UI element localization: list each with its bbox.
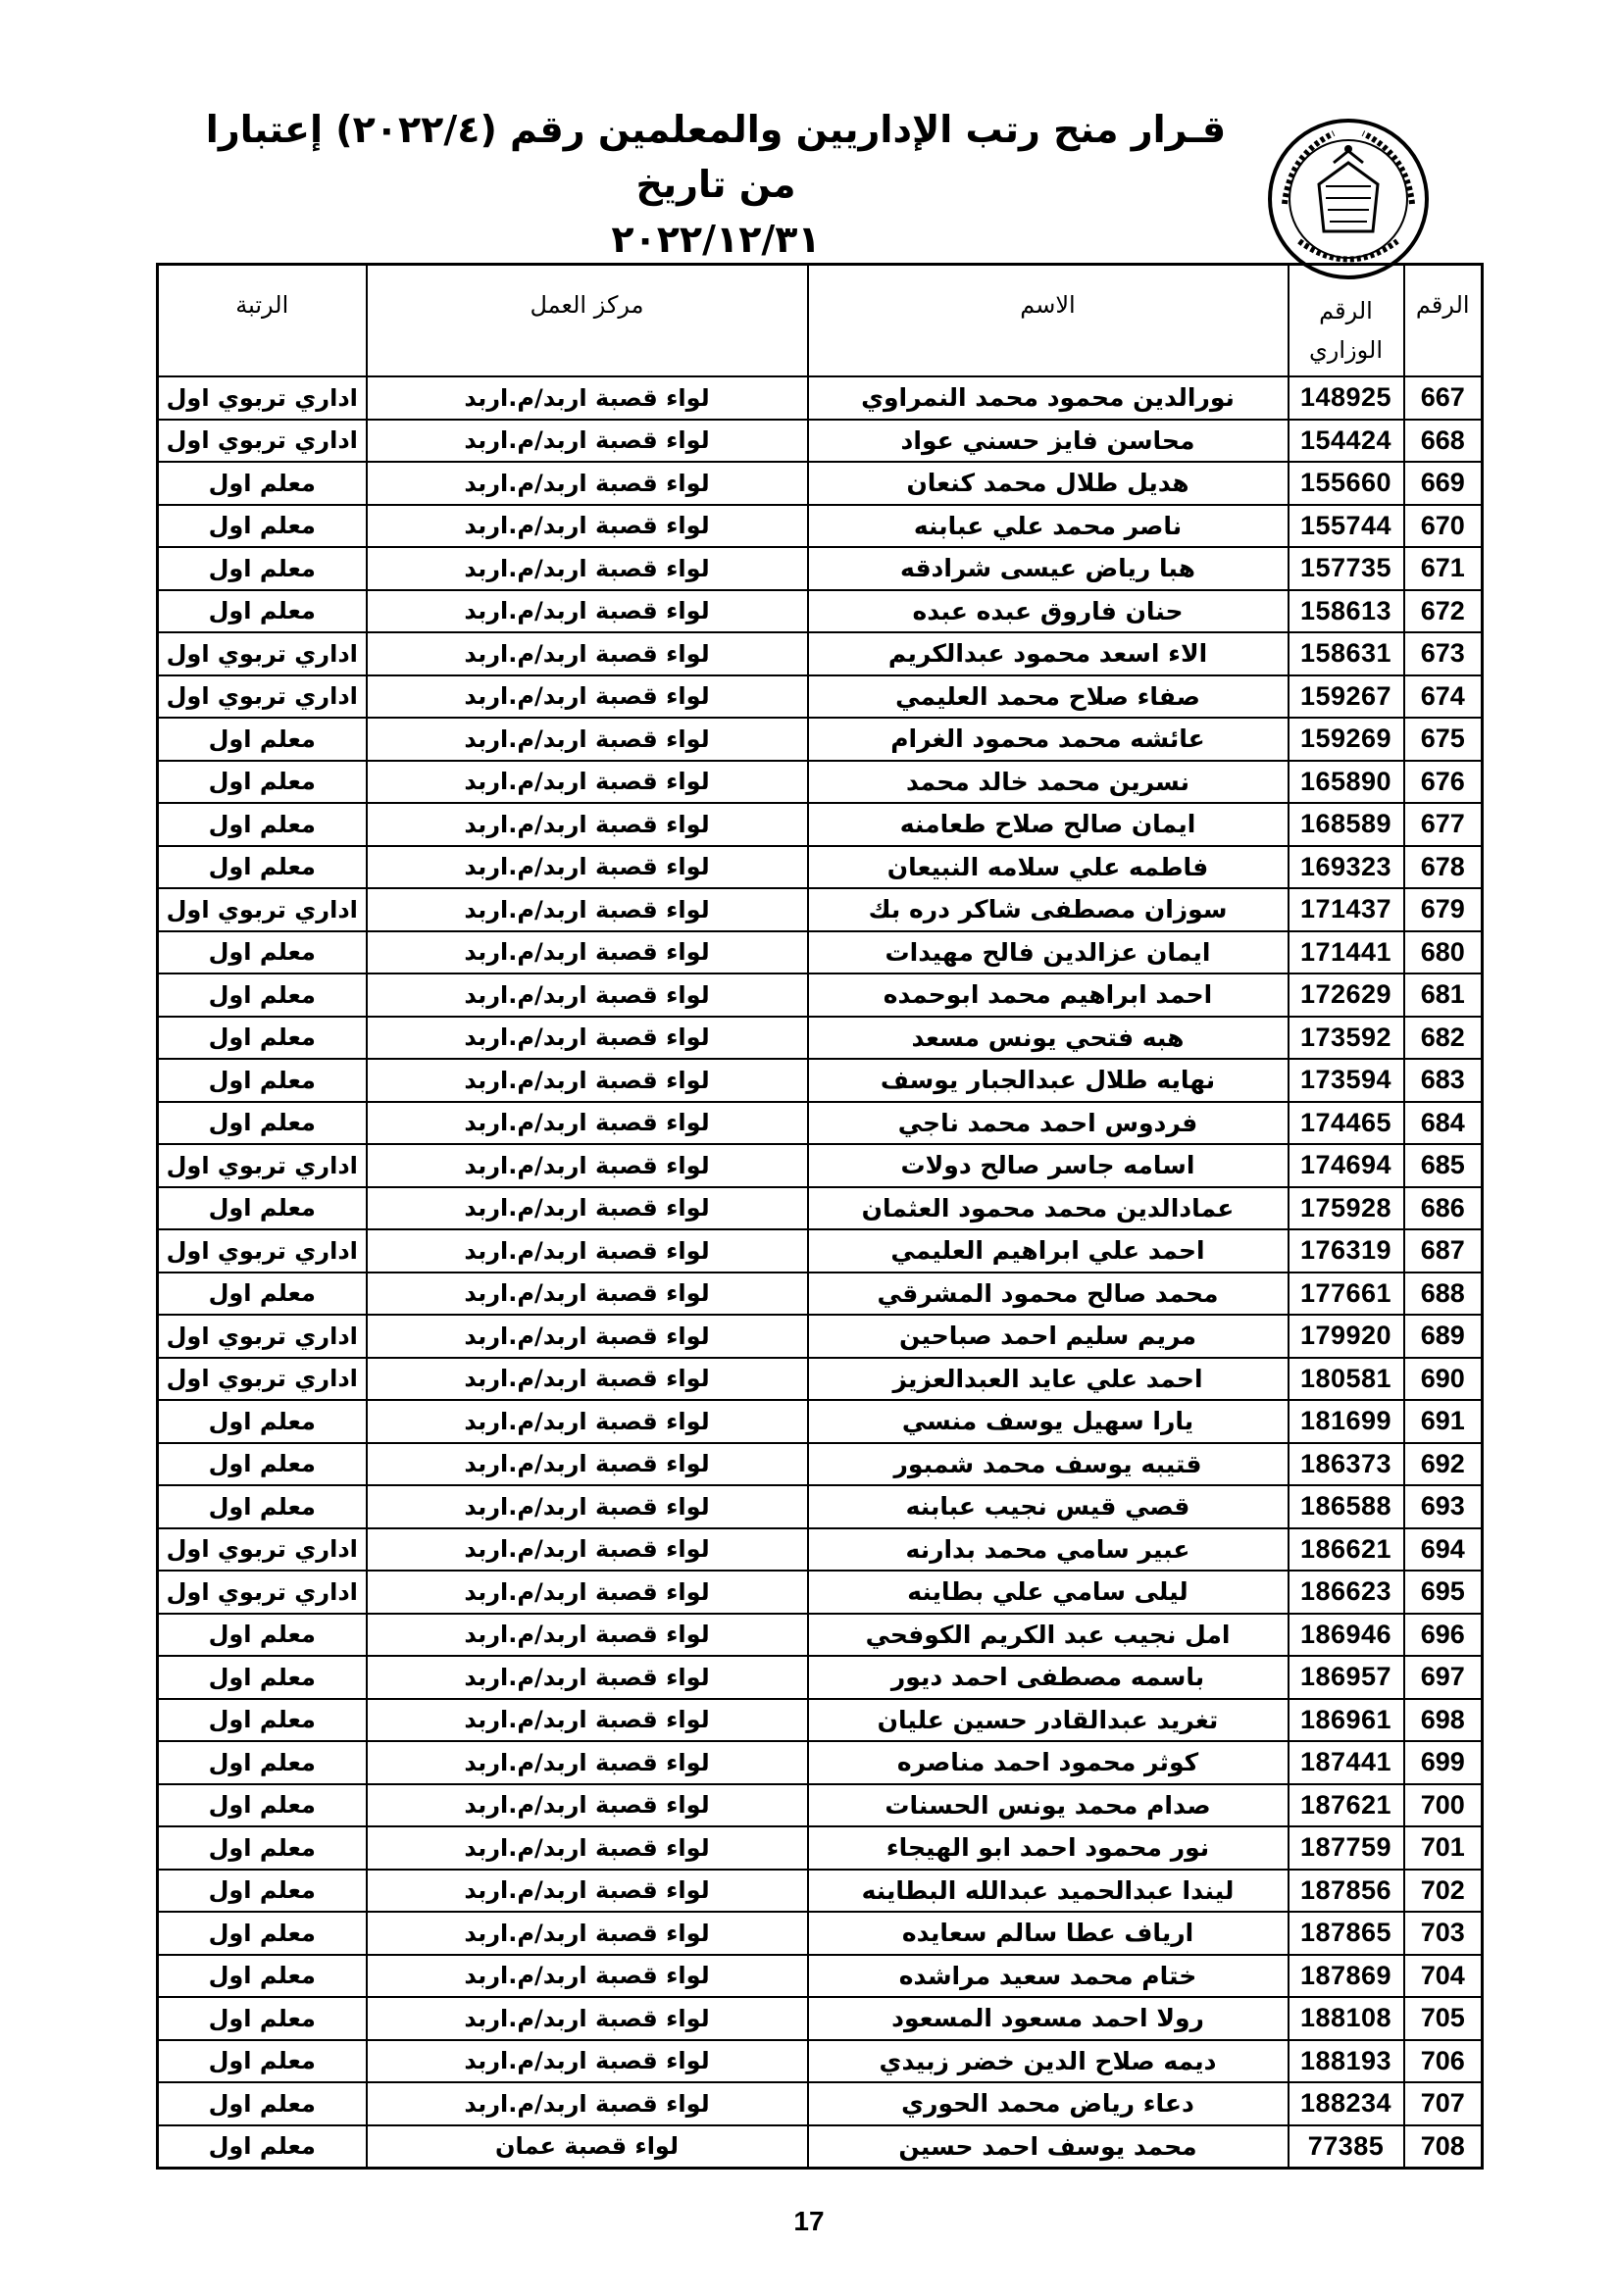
row-number-cell: 705 bbox=[1404, 1997, 1483, 2040]
rank-cell: معلم اول bbox=[158, 718, 367, 761]
table-row bbox=[158, 1741, 1483, 1784]
ministry-number-cell: 77385 bbox=[1289, 2125, 1404, 2169]
name-cell: سوزان مصطفى شاكر دره بك bbox=[808, 888, 1289, 931]
name-cell: ناصر محمد علي عبابنه bbox=[808, 505, 1289, 548]
row-number-cell: 690 bbox=[1404, 1358, 1483, 1401]
rank-cell: اداري تربوي اول bbox=[158, 632, 367, 675]
ministry-number-cell: 187621 bbox=[1289, 1784, 1404, 1827]
work-center-cell: لواء قصبة اربد/م.اربد bbox=[367, 632, 808, 675]
table-row bbox=[158, 973, 1483, 1017]
rank-cell: اداري تربوي اول bbox=[158, 1229, 367, 1273]
rank-cell: معلم اول bbox=[158, 1102, 367, 1145]
row-number-cell: 708 bbox=[1404, 2125, 1483, 2169]
rank-cell: اداري تربوي اول bbox=[158, 888, 367, 931]
table-row bbox=[158, 888, 1483, 931]
name-cell: ديمه صلاح الدين خضر زبيدي bbox=[808, 2040, 1289, 2083]
row-number-cell: 702 bbox=[1404, 1870, 1483, 1913]
ministry-number-cell: 171437 bbox=[1289, 888, 1404, 931]
name-cell: دعاء رياض محمد الحوري bbox=[808, 2082, 1289, 2125]
table-row bbox=[158, 803, 1483, 846]
table-row bbox=[158, 1784, 1483, 1827]
table-row bbox=[158, 1699, 1483, 1742]
work-center-cell: لواء قصبة اربد/م.اربد bbox=[367, 1144, 808, 1187]
table-row bbox=[158, 376, 1483, 420]
rank-cell: معلم اول bbox=[158, 1614, 367, 1657]
row-number-cell: 672 bbox=[1404, 590, 1483, 633]
rank-cell: معلم اول bbox=[158, 505, 367, 548]
table-row bbox=[158, 718, 1483, 761]
rank-cell: اداري تربوي اول bbox=[158, 1144, 367, 1187]
rank-cell: معلم اول bbox=[158, 1741, 367, 1784]
row-number-cell: 701 bbox=[1404, 1826, 1483, 1870]
work-center-cell: لواء قصبة اربد/م.اربد bbox=[367, 547, 808, 590]
row-number-cell: 669 bbox=[1404, 462, 1483, 505]
rank-cell: معلم اول bbox=[158, 1699, 367, 1742]
document-title bbox=[177, 102, 1255, 267]
ministry-number-cell: 148925 bbox=[1289, 376, 1404, 420]
row-number-cell: 692 bbox=[1404, 1443, 1483, 1486]
ministry-number-cell: 186588 bbox=[1289, 1485, 1404, 1528]
ministry-number-cell: 187856 bbox=[1289, 1870, 1404, 1913]
work-center-cell: لواء قصبة عمان bbox=[367, 2125, 808, 2169]
row-number-cell: 678 bbox=[1404, 846, 1483, 889]
work-center-cell: لواء قصبة اربد/م.اربد bbox=[367, 1784, 808, 1827]
row-number-cell: 698 bbox=[1404, 1699, 1483, 1742]
rank-cell: معلم اول bbox=[158, 462, 367, 505]
work-center-cell: لواء قصبة اربد/م.اربد bbox=[367, 1741, 808, 1784]
table-row bbox=[158, 931, 1483, 974]
work-center-cell: لواء قصبة اربد/م.اربد bbox=[367, 1571, 808, 1614]
table-row bbox=[158, 1273, 1483, 1316]
row-number-cell: 687 bbox=[1404, 1229, 1483, 1273]
table-row bbox=[158, 1528, 1483, 1572]
row-number-cell: 682 bbox=[1404, 1017, 1483, 1060]
row-number-cell: 683 bbox=[1404, 1059, 1483, 1102]
work-center-cell: لواء قصبة اربد/م.اربد bbox=[367, 1102, 808, 1145]
name-cell: امل نجيب عبد الكريم الكوفحي bbox=[808, 1614, 1289, 1657]
ministry-number-cell: 180581 bbox=[1289, 1358, 1404, 1401]
table-row bbox=[158, 1400, 1483, 1443]
ministry-number-cell: 158613 bbox=[1289, 590, 1404, 633]
name-cell: ليندا عبدالحميد عبدالله البطاينه bbox=[808, 1870, 1289, 1913]
ministry-number-cell: 173592 bbox=[1289, 1017, 1404, 1060]
name-cell: محمد يوسف احمد حسين bbox=[808, 2125, 1289, 2169]
name-cell: كوثر محمود احمد مناصره bbox=[808, 1741, 1289, 1784]
work-center-cell: لواء قصبة اربد/م.اربد bbox=[367, 888, 808, 931]
work-center-cell: لواء قصبة اربد/م.اربد bbox=[367, 1059, 808, 1102]
rank-cell: معلم اول bbox=[158, 973, 367, 1017]
table-row bbox=[158, 675, 1483, 719]
header-work-center: مركز العمل bbox=[367, 265, 808, 377]
table-row bbox=[158, 1485, 1483, 1528]
work-center-cell: لواء قصبة اربد/م.اربد bbox=[367, 1315, 808, 1358]
name-cell: قتيبه يوسف محمد شمبور bbox=[808, 1443, 1289, 1486]
rank-cell: اداري تربوي اول bbox=[158, 1528, 367, 1572]
rank-cell: اداري تربوي اول bbox=[158, 675, 367, 719]
rank-cell: معلم اول bbox=[158, 1784, 367, 1827]
rank-cell: معلم اول bbox=[158, 931, 367, 974]
ministry-number-cell: 174694 bbox=[1289, 1144, 1404, 1187]
rank-cell: معلم اول bbox=[158, 547, 367, 590]
table-row bbox=[158, 2040, 1483, 2083]
row-number-cell: 697 bbox=[1404, 1656, 1483, 1699]
name-cell: صفاء صلاح محمد العليمي bbox=[808, 675, 1289, 719]
ministry-number-cell: 157735 bbox=[1289, 547, 1404, 590]
name-cell: صدام محمد يونس الحسنات bbox=[808, 1784, 1289, 1827]
table-row bbox=[158, 462, 1483, 505]
name-cell: يارا سهيل يوسف منسي bbox=[808, 1400, 1289, 1443]
rank-cell: اداري تربوي اول bbox=[158, 1358, 367, 1401]
ministry-number-cell: 173594 bbox=[1289, 1059, 1404, 1102]
table-row bbox=[158, 1614, 1483, 1657]
table-row bbox=[158, 1144, 1483, 1187]
ministry-number-cell: 181699 bbox=[1289, 1400, 1404, 1443]
name-cell: هبه فتحي يونس مسعد bbox=[808, 1017, 1289, 1060]
ministry-number-cell: 158631 bbox=[1289, 632, 1404, 675]
ministry-number-cell: 186946 bbox=[1289, 1614, 1404, 1657]
name-cell: نورالدين محمود محمد النمراوي bbox=[808, 376, 1289, 420]
rank-cell: معلم اول bbox=[158, 1997, 367, 2040]
table-row bbox=[158, 846, 1483, 889]
rank-cell: اداري تربوي اول bbox=[158, 1315, 367, 1358]
work-center-cell: لواء قصبة اربد/م.اربد bbox=[367, 2082, 808, 2125]
row-number-cell: 670 bbox=[1404, 505, 1483, 548]
row-number-cell: 677 bbox=[1404, 803, 1483, 846]
row-number-cell: 706 bbox=[1404, 2040, 1483, 2083]
name-cell: احمد علي عايد العبدالعزيز bbox=[808, 1358, 1289, 1401]
table-row bbox=[158, 1571, 1483, 1614]
ranks-table-container bbox=[156, 263, 1481, 2170]
header-ministry-num bbox=[1289, 265, 1404, 377]
name-cell: محمد صالح محمود المشرقي bbox=[808, 1273, 1289, 1316]
table-row bbox=[158, 1102, 1483, 1145]
ministry-number-cell: 155744 bbox=[1289, 505, 1404, 548]
rank-cell: معلم اول bbox=[158, 1187, 367, 1230]
rank-cell: معلم اول bbox=[158, 2040, 367, 2083]
rank-cell: معلم اول bbox=[158, 1017, 367, 1060]
header-rank: الرتبة bbox=[158, 265, 367, 377]
rank-cell: معلم اول bbox=[158, 1443, 367, 1486]
table-row bbox=[158, 761, 1483, 804]
ranks-table bbox=[156, 263, 1484, 2170]
ministry-number-cell: 187759 bbox=[1289, 1826, 1404, 1870]
rank-cell: اداري تربوي اول bbox=[158, 420, 367, 463]
name-cell: عمادالدين محمد محمود العثمان bbox=[808, 1187, 1289, 1230]
work-center-cell: لواء قصبة اربد/م.اربد bbox=[367, 505, 808, 548]
work-center-cell: لواء قصبة اربد/م.اربد bbox=[367, 1656, 808, 1699]
ministry-number-cell: 187869 bbox=[1289, 1955, 1404, 1998]
table-row bbox=[158, 1955, 1483, 1998]
seal-emblem-icon bbox=[1265, 116, 1432, 282]
name-cell: محاسن فايز حسني عواد bbox=[808, 420, 1289, 463]
rank-cell: معلم اول bbox=[158, 1912, 367, 1955]
row-number-cell: 699 bbox=[1404, 1741, 1483, 1784]
row-number-cell: 703 bbox=[1404, 1912, 1483, 1955]
row-number-cell: 684 bbox=[1404, 1102, 1483, 1145]
table-row bbox=[158, 1826, 1483, 1870]
rank-cell: اداري تربوي اول bbox=[158, 1571, 367, 1614]
rank-cell: معلم اول bbox=[158, 1273, 367, 1316]
work-center-cell: لواء قصبة اربد/م.اربد bbox=[367, 1997, 808, 2040]
name-cell: نهايه طلال عبدالجبار يوسف bbox=[808, 1059, 1289, 1102]
row-number-cell: 700 bbox=[1404, 1784, 1483, 1827]
ministry-number-cell: 168589 bbox=[1289, 803, 1404, 846]
rank-cell: معلم اول bbox=[158, 803, 367, 846]
work-center-cell: لواء قصبة اربد/م.اربد bbox=[367, 1443, 808, 1486]
rank-cell: معلم اول bbox=[158, 846, 367, 889]
work-center-cell: لواء قصبة اربد/م.اربد bbox=[367, 1017, 808, 1060]
ministry-number-cell: 159269 bbox=[1289, 718, 1404, 761]
row-number-cell: 680 bbox=[1404, 931, 1483, 974]
title-line-2: ٢٠٢٢/١٢/٣١ bbox=[611, 218, 821, 261]
ministry-number-cell: 169323 bbox=[1289, 846, 1404, 889]
row-number-cell: 679 bbox=[1404, 888, 1483, 931]
ministry-number-cell: 188234 bbox=[1289, 2082, 1404, 2125]
header-num: الرقم bbox=[1404, 265, 1483, 377]
work-center-cell: لواء قصبة اربد/م.اربد bbox=[367, 1955, 808, 1998]
rank-cell: اداري تربوي اول bbox=[158, 376, 367, 420]
ministry-number-cell: 159267 bbox=[1289, 675, 1404, 719]
row-number-cell: 689 bbox=[1404, 1315, 1483, 1358]
ministry-number-cell: 175928 bbox=[1289, 1187, 1404, 1230]
name-cell: نسرين محمد خالد محمد bbox=[808, 761, 1289, 804]
row-number-cell: 681 bbox=[1404, 973, 1483, 1017]
ministry-number-cell: 186621 bbox=[1289, 1528, 1404, 1572]
row-number-cell: 674 bbox=[1404, 675, 1483, 719]
work-center-cell: لواء قصبة اربد/م.اربد bbox=[367, 1400, 808, 1443]
name-cell: باسمه مصطفى احمد ديور bbox=[808, 1656, 1289, 1699]
ministry-number-cell: 154424 bbox=[1289, 420, 1404, 463]
work-center-cell: لواء قصبة اربد/م.اربد bbox=[367, 1912, 808, 1955]
table-row bbox=[158, 505, 1483, 548]
name-cell: ايمان عزالدين فالح مهيدات bbox=[808, 931, 1289, 974]
row-number-cell: 707 bbox=[1404, 2082, 1483, 2125]
row-number-cell: 694 bbox=[1404, 1528, 1483, 1572]
ministry-number-cell: 186373 bbox=[1289, 1443, 1404, 1486]
ministry-number-cell: 187441 bbox=[1289, 1741, 1404, 1784]
work-center-cell: لواء قصبة اربد/م.اربد bbox=[367, 1229, 808, 1273]
ministry-number-cell: 174465 bbox=[1289, 1102, 1404, 1145]
table-header-row bbox=[158, 265, 1483, 377]
row-number-cell: 704 bbox=[1404, 1955, 1483, 1998]
name-cell: حنان فاروق عبده عبده bbox=[808, 590, 1289, 633]
rank-cell: معلم اول bbox=[158, 2082, 367, 2125]
work-center-cell: لواء قصبة اربد/م.اربد bbox=[367, 420, 808, 463]
rank-cell: معلم اول bbox=[158, 1826, 367, 1870]
rank-cell: معلم اول bbox=[158, 590, 367, 633]
name-cell: الاء اسعد محمود عبدالكريم bbox=[808, 632, 1289, 675]
ministry-number-cell: 187865 bbox=[1289, 1912, 1404, 1955]
name-cell: عبير سامي محمد بدارنه bbox=[808, 1528, 1289, 1572]
row-number-cell: 693 bbox=[1404, 1485, 1483, 1528]
work-center-cell: لواء قصبة اربد/م.اربد bbox=[367, 376, 808, 420]
rank-cell: معلم اول bbox=[158, 1870, 367, 1913]
ministry-number-cell: 186957 bbox=[1289, 1656, 1404, 1699]
rank-cell: معلم اول bbox=[158, 1059, 367, 1102]
page-number: 17 bbox=[793, 2206, 825, 2236]
ministry-number-cell: 155660 bbox=[1289, 462, 1404, 505]
row-number-cell: 668 bbox=[1404, 420, 1483, 463]
work-center-cell: لواء قصبة اربد/م.اربد bbox=[367, 1614, 808, 1657]
name-cell: فاطمه علي سلامه النبيعان bbox=[808, 846, 1289, 889]
ministry-number-cell: 172629 bbox=[1289, 973, 1404, 1017]
header-ministry-num-line1: الرقم bbox=[1319, 297, 1373, 324]
table-row bbox=[158, 420, 1483, 463]
ministry-number-cell: 188108 bbox=[1289, 1997, 1404, 2040]
row-number-cell: 673 bbox=[1404, 632, 1483, 675]
work-center-cell: لواء قصبة اربد/م.اربد bbox=[367, 1826, 808, 1870]
work-center-cell: لواء قصبة اربد/م.اربد bbox=[367, 973, 808, 1017]
table-row bbox=[158, 1997, 1483, 2040]
work-center-cell: لواء قصبة اربد/م.اربد bbox=[367, 2040, 808, 2083]
rank-cell: معلم اول bbox=[158, 1656, 367, 1699]
table-row bbox=[158, 1912, 1483, 1955]
work-center-cell: لواء قصبة اربد/م.اربد bbox=[367, 803, 808, 846]
ministry-number-cell: 179920 bbox=[1289, 1315, 1404, 1358]
rank-cell: معلم اول bbox=[158, 1400, 367, 1443]
table-row bbox=[158, 1059, 1483, 1102]
name-cell: ايمان صالح صلاح طعامنه bbox=[808, 803, 1289, 846]
work-center-cell: لواء قصبة اربد/م.اربد bbox=[367, 1187, 808, 1230]
table-row bbox=[158, 1017, 1483, 1060]
name-cell: ارياف عطا سالم سعايده bbox=[808, 1912, 1289, 1955]
row-number-cell: 695 bbox=[1404, 1571, 1483, 1614]
work-center-cell: لواء قصبة اربد/م.اربد bbox=[367, 590, 808, 633]
table-body bbox=[158, 376, 1483, 2169]
title-line-1: قـرار منح رتب الإداريين والمعلمين رقم (٢٠٢٢/٤) إعتبارا من تاريخ bbox=[205, 108, 1227, 206]
table-row bbox=[158, 590, 1483, 633]
row-number-cell: 676 bbox=[1404, 761, 1483, 804]
name-cell: نور محمود احمد ابو الهيجاء bbox=[808, 1826, 1289, 1870]
ministry-number-cell: 165890 bbox=[1289, 761, 1404, 804]
table-row bbox=[158, 1656, 1483, 1699]
table-row bbox=[158, 1443, 1483, 1486]
name-cell: قصي قيس نجيب عبابنه bbox=[808, 1485, 1289, 1528]
ministry-seal bbox=[1265, 116, 1432, 282]
work-center-cell: لواء قصبة اربد/م.اربد bbox=[367, 718, 808, 761]
name-cell: ليلى سامي علي بطاينه bbox=[808, 1571, 1289, 1614]
work-center-cell: لواء قصبة اربد/م.اربد bbox=[367, 1528, 808, 1572]
row-number-cell: 671 bbox=[1404, 547, 1483, 590]
work-center-cell: لواء قصبة اربد/م.اربد bbox=[367, 1485, 808, 1528]
row-number-cell: 686 bbox=[1404, 1187, 1483, 1230]
name-cell: رولا احمد مسعود المسعود bbox=[808, 1997, 1289, 2040]
work-center-cell: لواء قصبة اربد/م.اربد bbox=[367, 761, 808, 804]
work-center-cell: لواء قصبة اربد/م.اربد bbox=[367, 1273, 808, 1316]
name-cell: احمد علي ابراهيم العليمي bbox=[808, 1229, 1289, 1273]
name-cell: هبا رياض عيسى شرادقه bbox=[808, 547, 1289, 590]
work-center-cell: لواء قصبة اربد/م.اربد bbox=[367, 931, 808, 974]
work-center-cell: لواء قصبة اربد/م.اربد bbox=[367, 1699, 808, 1742]
table-row bbox=[158, 547, 1483, 590]
table-row bbox=[158, 1870, 1483, 1913]
name-cell: فردوس احمد محمد ناجي bbox=[808, 1102, 1289, 1145]
name-cell: عائشه محمد محمود الغرام bbox=[808, 718, 1289, 761]
name-cell: تغريد عبدالقادر حسين عليان bbox=[808, 1699, 1289, 1742]
table-row bbox=[158, 2125, 1483, 2169]
table-row bbox=[158, 2082, 1483, 2125]
row-number-cell: 696 bbox=[1404, 1614, 1483, 1657]
rank-cell: معلم اول bbox=[158, 1485, 367, 1528]
table-row bbox=[158, 1358, 1483, 1401]
ministry-number-cell: 186961 bbox=[1289, 1699, 1404, 1742]
name-cell: ختام محمد سعيد مراشده bbox=[808, 1955, 1289, 1998]
rank-cell: معلم اول bbox=[158, 2125, 367, 2169]
name-cell: مريم سليم احمد صباحين bbox=[808, 1315, 1289, 1358]
table-row bbox=[158, 1187, 1483, 1230]
table-row bbox=[158, 632, 1483, 675]
name-cell: هديل طلال محمد كنعان bbox=[808, 462, 1289, 505]
name-cell: احمد ابراهيم محمد ابوحمده bbox=[808, 973, 1289, 1017]
ministry-number-cell: 186623 bbox=[1289, 1571, 1404, 1614]
work-center-cell: لواء قصبة اربد/م.اربد bbox=[367, 846, 808, 889]
work-center-cell: لواء قصبة اربد/م.اربد bbox=[367, 1358, 808, 1401]
work-center-cell: لواء قصبة اربد/م.اربد bbox=[367, 675, 808, 719]
row-number-cell: 675 bbox=[1404, 718, 1483, 761]
row-number-cell: 667 bbox=[1404, 376, 1483, 420]
row-number-cell: 691 bbox=[1404, 1400, 1483, 1443]
row-number-cell: 688 bbox=[1404, 1273, 1483, 1316]
work-center-cell: لواء قصبة اربد/م.اربد bbox=[367, 1870, 808, 1913]
ministry-number-cell: 177661 bbox=[1289, 1273, 1404, 1316]
name-cell: اسامه جاسر صالح دولات bbox=[808, 1144, 1289, 1187]
ministry-number-cell: 176319 bbox=[1289, 1229, 1404, 1273]
rank-cell: معلم اول bbox=[158, 1955, 367, 1998]
header-name: الاسم bbox=[808, 265, 1289, 377]
header-ministry-num-line2: الوزاري bbox=[1308, 336, 1383, 364]
table-row bbox=[158, 1315, 1483, 1358]
work-center-cell: لواء قصبة اربد/م.اربد bbox=[367, 462, 808, 505]
row-number-cell: 685 bbox=[1404, 1144, 1483, 1187]
ministry-number-cell: 188193 bbox=[1289, 2040, 1404, 2083]
rank-cell: معلم اول bbox=[158, 761, 367, 804]
table-row bbox=[158, 1229, 1483, 1273]
ministry-number-cell: 171441 bbox=[1289, 931, 1404, 974]
